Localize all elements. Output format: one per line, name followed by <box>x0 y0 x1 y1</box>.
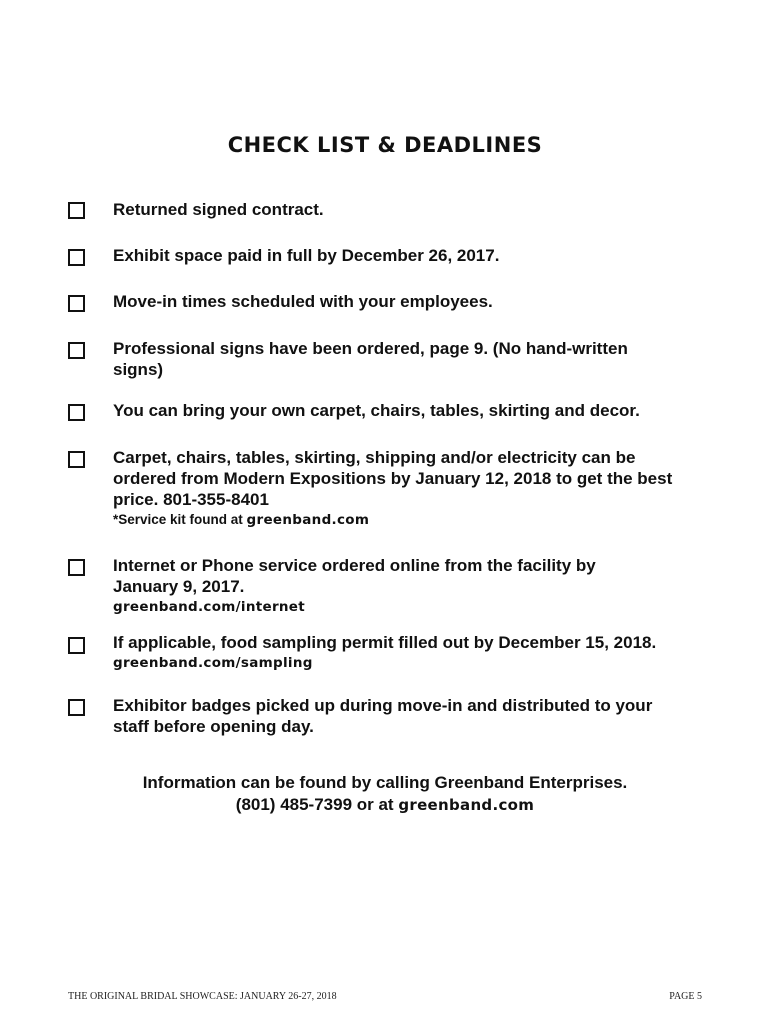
checkbox[interactable] <box>68 637 85 654</box>
checklist-item-text <box>113 291 713 312</box>
item-text-line: If applicable, food sampling permit filled out by December 15, 2018. <box>113 633 657 652</box>
contact-info-line: Information can be found by calling Greenband Enterprises. <box>142 773 628 792</box>
item-text-line: Internet or Phone service ordered online from the facility by <box>113 556 596 575</box>
item-text-line: Move-in times scheduled with your employees. <box>113 292 493 311</box>
footer-event-name: THE ORIGINAL BRIDAL SHOWCASE: JANUARY 26-27, 2018 <box>68 991 337 1002</box>
internet-link[interactable]: greenband.com/internet <box>113 599 306 615</box>
checklist-item-text <box>113 632 713 673</box>
sampling-link[interactable]: greenband.com/sampling <box>113 655 313 671</box>
checklist-item-text <box>113 245 713 266</box>
item-text-line: January 9, 2017. <box>113 577 245 596</box>
website-link[interactable]: greenband.com <box>398 796 535 814</box>
checkbox[interactable] <box>68 249 85 266</box>
item-text-line: price. 801-355-8401 <box>113 490 269 509</box>
page-title: CHECK LIST & DEADLINES <box>227 133 543 157</box>
contact-phone: (801) 485-7399 or at <box>235 795 399 814</box>
service-kit-link[interactable]: greenband.com <box>246 512 370 528</box>
checklist-item-text <box>113 447 713 530</box>
internet-link-line <box>113 597 713 617</box>
checklist-item-text <box>113 199 713 220</box>
contact-info-line-2 <box>0 794 770 816</box>
sampling-link-line <box>113 653 713 673</box>
item-text-line: Exhibitor badges picked up during move-in and distributed to your <box>113 696 653 715</box>
item-text-line: Carpet, chairs, tables, skirting, shipping and/or electricity can be <box>113 448 636 467</box>
checkbox[interactable] <box>68 699 85 716</box>
service-kit-label: *Service kit found at <box>113 512 247 527</box>
checkbox[interactable] <box>68 451 85 468</box>
item-text-line: Professional signs have been ordered, page 9. (No hand-written <box>113 339 628 358</box>
item-text-line: You can bring your own carpet, chairs, tables, skirting and decor. <box>113 401 640 420</box>
item-text-line: signs) <box>113 360 164 379</box>
checklist-item-text <box>113 400 713 421</box>
checklist-item-text <box>113 555 713 617</box>
item-text-line: staff before opening day. <box>113 717 314 736</box>
page-number: PAGE 5 <box>669 991 702 1002</box>
checkbox[interactable] <box>68 559 85 576</box>
checkbox[interactable] <box>68 295 85 312</box>
service-kit-note <box>113 510 713 530</box>
checkbox[interactable] <box>68 202 85 219</box>
checkbox[interactable] <box>68 404 85 421</box>
contact-info <box>0 772 770 816</box>
checkbox[interactable] <box>68 342 85 359</box>
item-text-line: ordered from Modern Expositions by January 12, 2018 to get the best <box>113 469 673 488</box>
checklist-item-text <box>113 695 713 737</box>
item-text-line: Exhibit space paid in full by December 26, 2017. <box>113 246 500 265</box>
item-text-line: Returned signed contract. <box>113 200 324 219</box>
checklist-item-text <box>113 338 713 380</box>
